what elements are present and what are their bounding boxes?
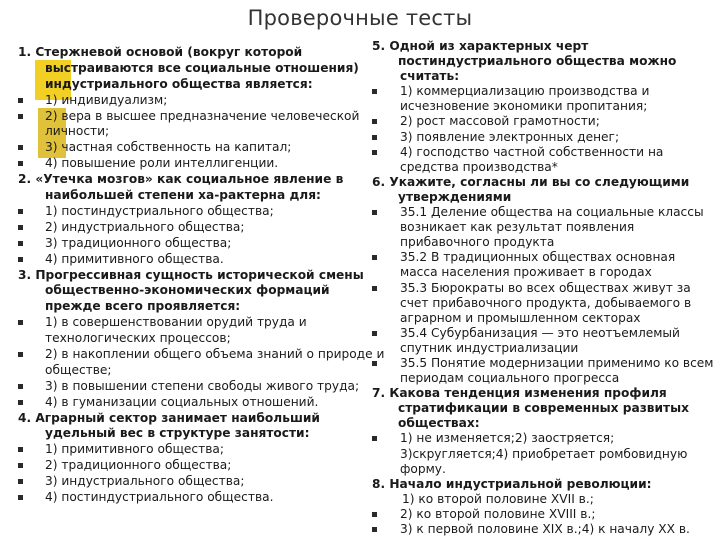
answer-option: 2) рост массовой грамотности;	[400, 114, 600, 129]
text-line: периодам социального прогресса	[400, 371, 620, 386]
question-line: 7. Какова тенденция изменения профиля	[372, 386, 667, 401]
bullet-marker	[18, 257, 23, 262]
bullet-marker	[372, 135, 377, 140]
bullet-marker	[18, 98, 23, 103]
question-line: наибольшей степени ха-рактерна для:	[45, 188, 321, 203]
question-line: постиндустриального общества можно	[398, 54, 677, 69]
bullet-marker	[18, 320, 23, 325]
question-line: 4. Аграрный сектор занимает наибольший	[18, 410, 320, 425]
bullet-marker	[372, 119, 377, 124]
answer-option: 1) постиндустриального общества;	[45, 203, 274, 218]
answer-option: 35.5 Понятие модернизации применимо ко всем	[400, 355, 714, 370]
text-line: обществе;	[45, 362, 112, 377]
answer-option: 1) в совершенствовании орудий труда и	[45, 315, 307, 330]
bullet-marker	[18, 400, 23, 405]
bullet-marker	[372, 436, 377, 441]
answer-option: 35.2 В традиционных обществах основная	[400, 250, 676, 265]
question-line: утверждениями	[398, 189, 512, 204]
text-line: 1) ко второй половине XVII в.;	[402, 491, 594, 506]
bullet-marker	[18, 114, 23, 119]
text-line: средства производства*	[400, 159, 558, 174]
question-line: считать:	[400, 69, 460, 84]
answer-option: 2) индустриального общества;	[45, 219, 245, 234]
question-line: 2. «Утечка мозгов» как социальное явление в	[18, 172, 344, 187]
bullet-marker	[18, 241, 23, 246]
answer-option: 1) индивидуализм;	[45, 92, 168, 107]
bullet-marker	[372, 512, 377, 517]
answer-option: 4) повышение роли интеллигенции.	[45, 156, 279, 171]
question-line: 8. Начало индустриальной революции:	[372, 476, 652, 491]
question-line: индустриального общества является:	[45, 76, 313, 91]
text-line: счет прибавочного продукта, добываемого в	[400, 295, 692, 310]
bullet-marker	[18, 225, 23, 230]
bullet-marker	[372, 331, 377, 336]
bullet-marker	[18, 384, 23, 389]
answer-option: 2) вера в высшее предназначение человеческой	[45, 108, 360, 123]
answer-option: 1) примитивного общества;	[45, 442, 224, 457]
question-line: выстраиваются все социальные отношения)	[45, 60, 359, 75]
text-line: технологических процессов;	[45, 331, 231, 346]
text-line: масса населения проживает в городах	[400, 265, 652, 280]
question-line: обществах:	[398, 416, 480, 431]
bullet-marker	[18, 463, 23, 468]
question-line: 5. Одной из характерных черт	[372, 39, 589, 53]
question-line: 6. Укажите, согласны ли вы со следующими	[372, 174, 690, 189]
answer-option: 3) к первой половине XIX в.;4) к началу XX в.	[400, 522, 690, 536]
answer-option: 35.1 Деление общества на социальные классы	[400, 205, 704, 220]
bullet-marker	[372, 150, 377, 155]
text-line: исчезновение экономики пропитания;	[400, 99, 648, 114]
answer-option: 4) постиндустриального общества.	[45, 490, 274, 504]
text-line: спутник индустриализации	[400, 340, 579, 355]
question-line: удельный вес в структуре занятости:	[45, 426, 310, 441]
answer-option: 2) ко второй половине XVIII в.;	[400, 506, 596, 521]
text-line: форму.	[400, 461, 446, 476]
question-line: прежде всего проявляется:	[45, 299, 241, 314]
answer-option: 4) в гуманизации социальных отношений.	[45, 394, 319, 409]
answer-option: 1) коммерциализацию производства и	[400, 84, 650, 99]
text-line: возникает как результат появления	[400, 220, 635, 235]
bullet-marker	[372, 210, 377, 215]
text-line: прибавочного продукта	[400, 235, 555, 250]
answer-option: 2) традиционного общества;	[45, 458, 232, 473]
text-line: личности;	[45, 124, 110, 139]
bullet-marker	[372, 255, 377, 260]
question-line: 3. Прогрессивная сущность исторической смены	[18, 267, 364, 282]
bullet-marker	[18, 209, 23, 214]
bullet-marker	[18, 495, 23, 500]
question-line: 1. Стержневой основой (вокруг которой	[18, 45, 303, 59]
text-line: аграрном и промышленном секторах	[400, 310, 641, 325]
bullet-marker	[18, 447, 23, 452]
bullet-marker	[372, 286, 377, 291]
answer-option: 3) появление электронных денег;	[400, 129, 620, 144]
bullet-marker	[18, 145, 23, 150]
slide-title: Проверочные тесты	[247, 6, 473, 30]
bullet-marker	[18, 352, 23, 357]
answer-option: 3) традиционного общества;	[45, 235, 232, 250]
question-line: стратификации в современных развитых	[398, 401, 690, 416]
answer-option: 3) индустриального общества;	[45, 474, 245, 489]
text-line: 3)скругляется;4) приобретает ромбовидную	[400, 446, 688, 461]
question-line: общественно-экономических формаций	[45, 283, 330, 298]
answer-option: 2) в накоплении общего объема знаний о природе и	[45, 346, 385, 361]
answer-option: 35.3 Бюрократы во всех обществах живут за	[400, 280, 691, 295]
answer-option: 3) в повышении степени свободы живого труда;	[45, 378, 360, 393]
bullet-marker	[372, 527, 377, 532]
bullet-marker	[18, 479, 23, 484]
bullet-marker	[372, 89, 377, 94]
answer-option: 4) господство частной собственности на	[400, 144, 664, 159]
answer-option: 4) примитивного общества.	[45, 251, 224, 266]
bullet-marker	[18, 161, 23, 166]
answer-option: 35.4 Субурбанизация — это неотъемлемый	[400, 325, 680, 340]
bullet-marker	[372, 361, 377, 366]
answer-option: 3) частная собственность на капитал;	[45, 140, 292, 155]
answer-option: 1) не изменяется;2) заостряется;	[400, 431, 615, 446]
